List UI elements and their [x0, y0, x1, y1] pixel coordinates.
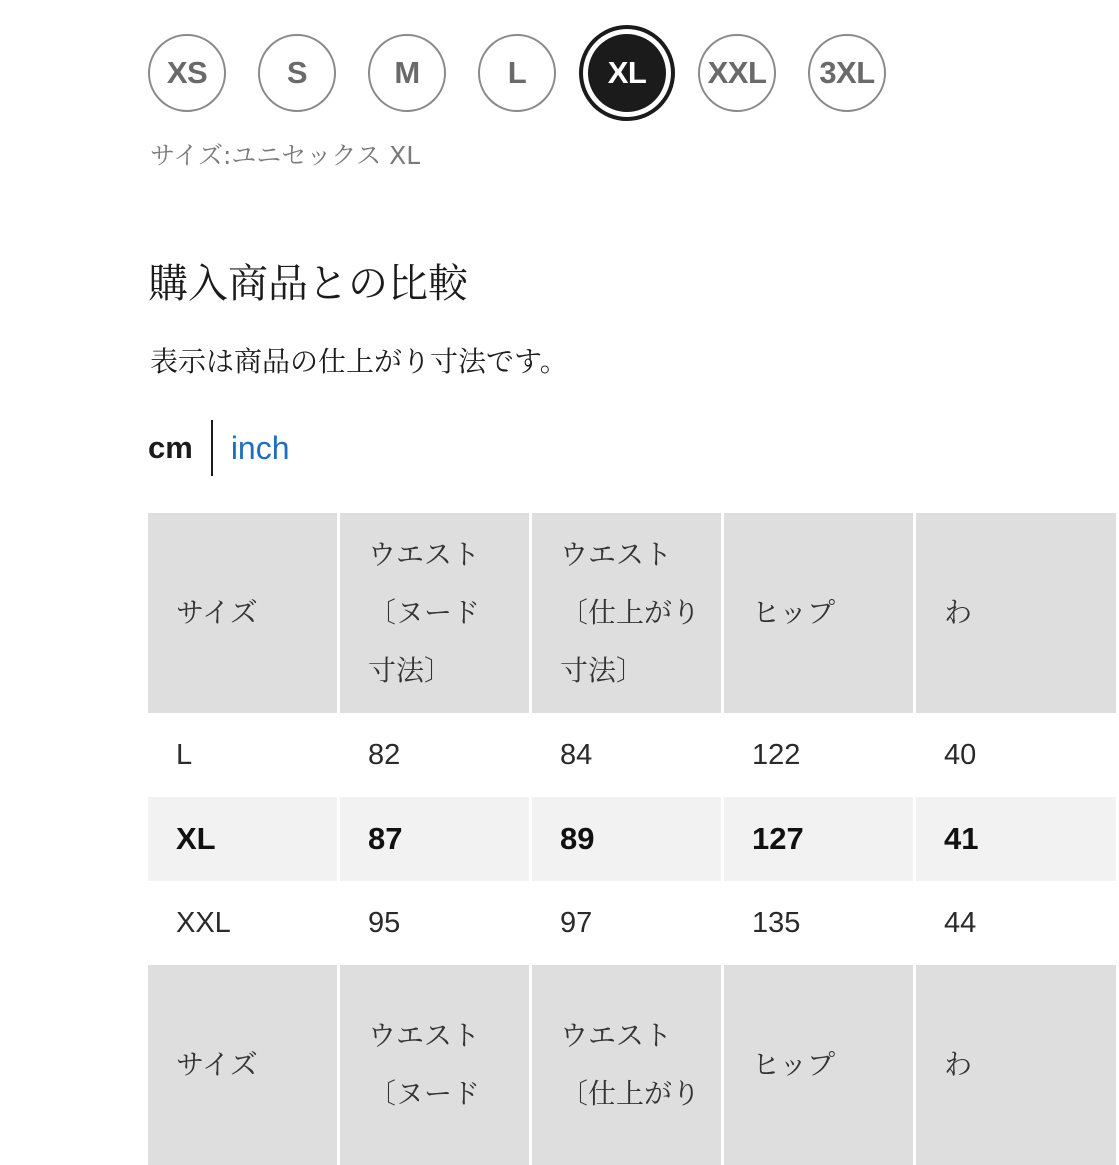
comparison-title: 購入商品との比較 — [148, 261, 468, 307]
size-cell: XL — [148, 797, 337, 881]
size-table-scroll[interactable] — [148, 513, 979, 1110]
value-cell: 87 — [340, 797, 529, 881]
size-button-s[interactable]: S — [258, 34, 336, 112]
header-cell — [724, 965, 913, 1165]
value-cell: 40 — [916, 713, 1116, 797]
header-label: サイズ — [176, 596, 258, 629]
comparison-description: 表示は商品の仕上がり寸法です。 — [150, 345, 568, 378]
value-cell: 122 — [724, 713, 913, 797]
unit-cm-button[interactable]: cm — [148, 430, 193, 465]
header-cell — [532, 965, 721, 1165]
size-button-l[interactable]: L — [478, 34, 556, 112]
table-header-row-repeat — [148, 965, 1116, 1165]
value-cell: 89 — [532, 797, 721, 881]
size-button-xs[interactable]: XS — [148, 34, 226, 112]
value-cell: 82 — [340, 713, 529, 797]
size-cell: XXL — [148, 881, 337, 965]
header-label: 〔ヌード — [368, 596, 481, 629]
header-label: 〔仕上がり — [560, 596, 701, 629]
value-cell: 97 — [532, 881, 721, 965]
size-button-xl[interactable]: XL — [588, 34, 666, 112]
table-row — [148, 713, 1116, 797]
table-header-row — [148, 513, 1116, 713]
header-label: ウエスト — [560, 1019, 673, 1052]
header-label: 〔ヌード — [368, 1077, 481, 1110]
size-cell: L — [148, 713, 337, 797]
header-cell — [148, 513, 337, 713]
header-cell — [148, 965, 337, 1165]
size-comparison-table — [145, 513, 1119, 1165]
unit-divider — [211, 420, 213, 476]
header-cell — [340, 513, 529, 713]
header-label: ウエスト — [368, 538, 481, 571]
header-label: わ — [944, 596, 973, 629]
size-button-3xl[interactable]: 3XL — [808, 34, 886, 112]
header-label: ヒップ — [752, 596, 836, 629]
table-row — [148, 797, 1116, 881]
unit-inch-link[interactable]: inch — [230, 429, 290, 466]
header-cell — [916, 513, 1116, 713]
value-cell: 135 — [724, 881, 913, 965]
size-button-xxl[interactable]: XXL — [698, 34, 776, 112]
value-cell: 41 — [916, 797, 1116, 881]
value-cell: 84 — [532, 713, 721, 797]
size-selector — [148, 34, 918, 112]
header-label: ヒップ — [752, 1048, 836, 1081]
header-label: 〔仕上がり — [560, 1077, 701, 1110]
header-cell — [340, 965, 529, 1165]
size-button-m[interactable]: M — [368, 34, 446, 112]
value-cell: 44 — [916, 881, 1116, 965]
header-label: 寸法〕 — [368, 654, 453, 687]
value-cell: 127 — [724, 797, 913, 881]
table-row — [148, 881, 1116, 965]
header-label: わ — [944, 1048, 973, 1081]
header-label: ウエスト — [368, 1019, 481, 1052]
value-cell: 95 — [340, 881, 529, 965]
header-label: ウエスト — [560, 538, 673, 571]
unit-toggle — [148, 420, 290, 476]
header-cell — [724, 513, 913, 713]
header-cell — [916, 965, 1116, 1165]
selected-size-note: サイズ:ユニセックス XL — [150, 141, 421, 170]
header-label: サイズ — [176, 1048, 258, 1081]
header-cell — [532, 513, 721, 713]
header-label: 寸法〕 — [560, 654, 645, 687]
